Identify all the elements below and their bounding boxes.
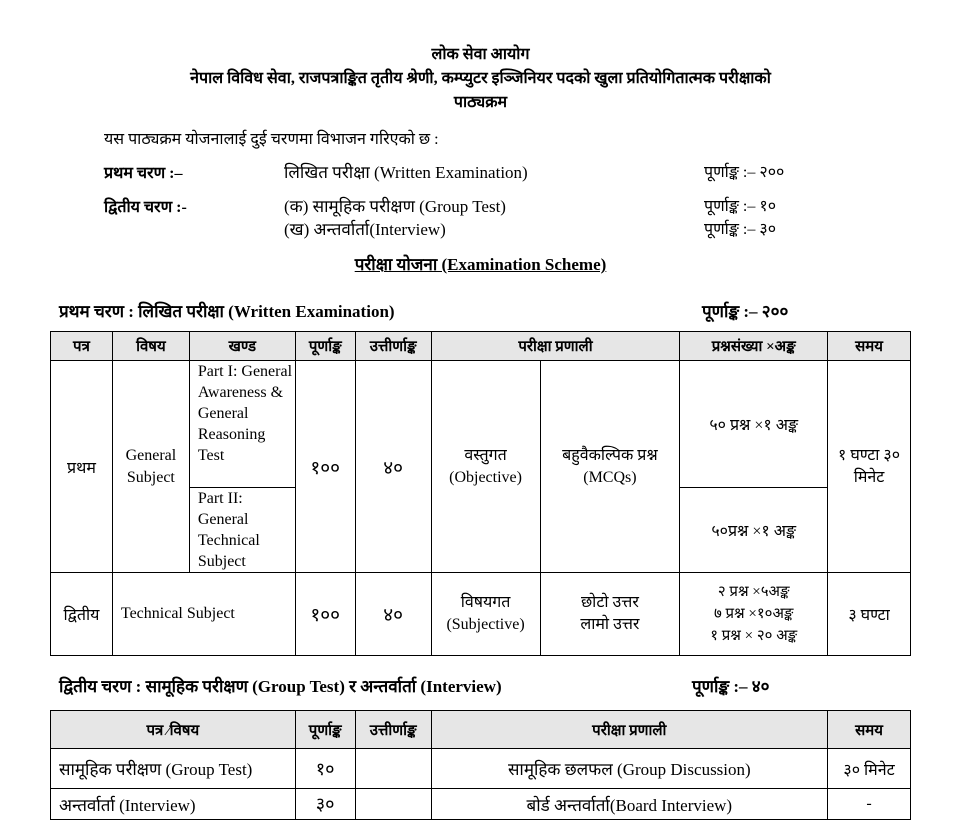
cell-exam-type: विषयगत (Subjective) [431,573,540,656]
col-header-time: समय [828,332,911,361]
stage1-label: प्रथम चरण :– [104,165,183,182]
col-header-questions: प्रश्नसंख्या ×अङ्क [680,332,828,361]
col-header-paper: पत्र [51,332,113,361]
questions-line-3: १ प्रश्न × २० अङ्क [710,628,798,644]
cell-questions [680,573,828,656]
questions-line-1: २ प्रश्न ×५अङ्क [717,584,790,600]
stage1-marks: पूर्णाङ्क :– २०० [704,164,785,181]
method-short: छोटो उत्तर [580,594,639,611]
stage2-label: द्वितीय चरण :- [104,199,187,216]
cell-time: ३ घण्टा [828,573,911,656]
col-header-time: समय [828,711,911,749]
cell-pass-marks: ४० [355,361,431,573]
cell-time: ३० मिनेट [828,749,911,789]
cell-exam-method [540,573,680,656]
written-exam-table [50,331,911,656]
cell-questions-2: ५०प्रश्न ×१ अङ्क [680,488,828,573]
col-header-subject: पत्र ⁄विषय [51,711,296,749]
section1-title: प्रथम चरण : लिखित परीक्षा (Written Examination) [59,302,395,321]
cell-pass-marks: ४० [355,573,431,656]
cell-part2: Part II: General Technical Subject [189,488,295,573]
cell-subject: General Subject [112,361,189,573]
stage2-marks-a: पूर्णाङ्क :– १० [704,198,777,215]
cell-full-marks: ३० [295,789,355,820]
cell-pass-marks [355,749,431,789]
table-row [51,749,911,789]
stage2-marks-b: पूर्णाङ्क :– ३० [704,221,777,238]
header-line3: पाठ्यक्रम [453,94,508,111]
col-header-full-marks: पूर्णाङ्क [295,711,355,749]
cell-paper: प्रथम [51,361,113,573]
section1-marks: पूर्णाङ्क :– २०० [702,302,789,321]
header-line2: नेपाल विविध सेवा, राजपत्राङ्कित तृतीय श्रेणी, कम्प्युटर इञ्जिनियर पदको खुला प्रतियोगितात्मक परीक्षाको [190,70,771,87]
cell-exam-method: बहुवैकल्पिक प्रश्न (MCQs) [540,361,680,573]
table-row [51,573,911,656]
cell-exam-type: वस्तुगत (Objective) [431,361,540,573]
cell-subject: अन्तर्वार्ता (Interview) [51,789,296,820]
cell-subject: सामूहिक परीक्षण (Group Test) [51,749,296,789]
table-row [51,361,911,488]
header-line1: लोक सेवा आयोग [431,46,530,63]
scheme-title: परीक्षा योजना (Examination Scheme) [354,255,607,274]
cell-full-marks: १०० [295,361,355,573]
cell-full-marks: १० [295,749,355,789]
table-header-row [51,332,911,361]
table-header-row [51,711,911,749]
col-header-full-marks: पूर्णाङ्क [295,332,355,361]
cell-questions-1: ५० प्रश्न ×१ अङ्क [680,361,828,488]
col-header-part: खण्ड [189,332,295,361]
group-test-table [50,710,911,820]
intro-text: यस पाठ्यक्रम योजनालाई दुई चरणमा विभाजन गरिएको छ : [104,131,439,148]
cell-part1: Part I: General Awareness & General Reasoning Test [189,361,295,488]
stage2-desc-a: (क) सामूहिक परीक्षण (Group Test) [284,197,506,216]
stage2-desc-b: (ख) अन्तर्वार्ता(Interview) [284,220,446,239]
col-header-pass-marks: उत्तीर्णाङ्क [355,711,431,749]
cell-exam-method: बोर्ड अन्तर्वार्ता(Board Interview) [431,789,827,820]
section2-title: द्वितीय चरण : सामूहिक परीक्षण (Group Test) र अन्तर्वार्ता (Interview) [59,677,502,696]
stage1-desc: लिखित परीक्षा (Written Examination) [284,163,528,182]
section2-marks: पूर्णाङ्क :– ४० [692,677,770,696]
cell-exam-method: सामूहिक छलफल (Group Discussion) [431,749,827,789]
cell-paper: द्वितीय [51,573,113,656]
questions-line-2: ७ प्रश्न ×१०अङ्क [713,606,794,622]
table-row [51,789,911,820]
col-header-pass-marks: उत्तीर्णाङ्क [355,332,431,361]
cell-time: १ घण्टा ३० मिनेट [828,361,911,573]
cell-pass-marks [355,789,431,820]
method-long: लामो उत्तर [580,616,640,633]
cell-time: - [828,789,911,820]
col-header-exam-method: परीक्षा प्रणाली [431,711,827,749]
cell-full-marks: १०० [295,573,355,656]
col-header-subject: विषय [112,332,189,361]
cell-subject: Technical Subject [112,573,295,656]
col-header-exam-method: परीक्षा प्रणाली [431,332,680,361]
